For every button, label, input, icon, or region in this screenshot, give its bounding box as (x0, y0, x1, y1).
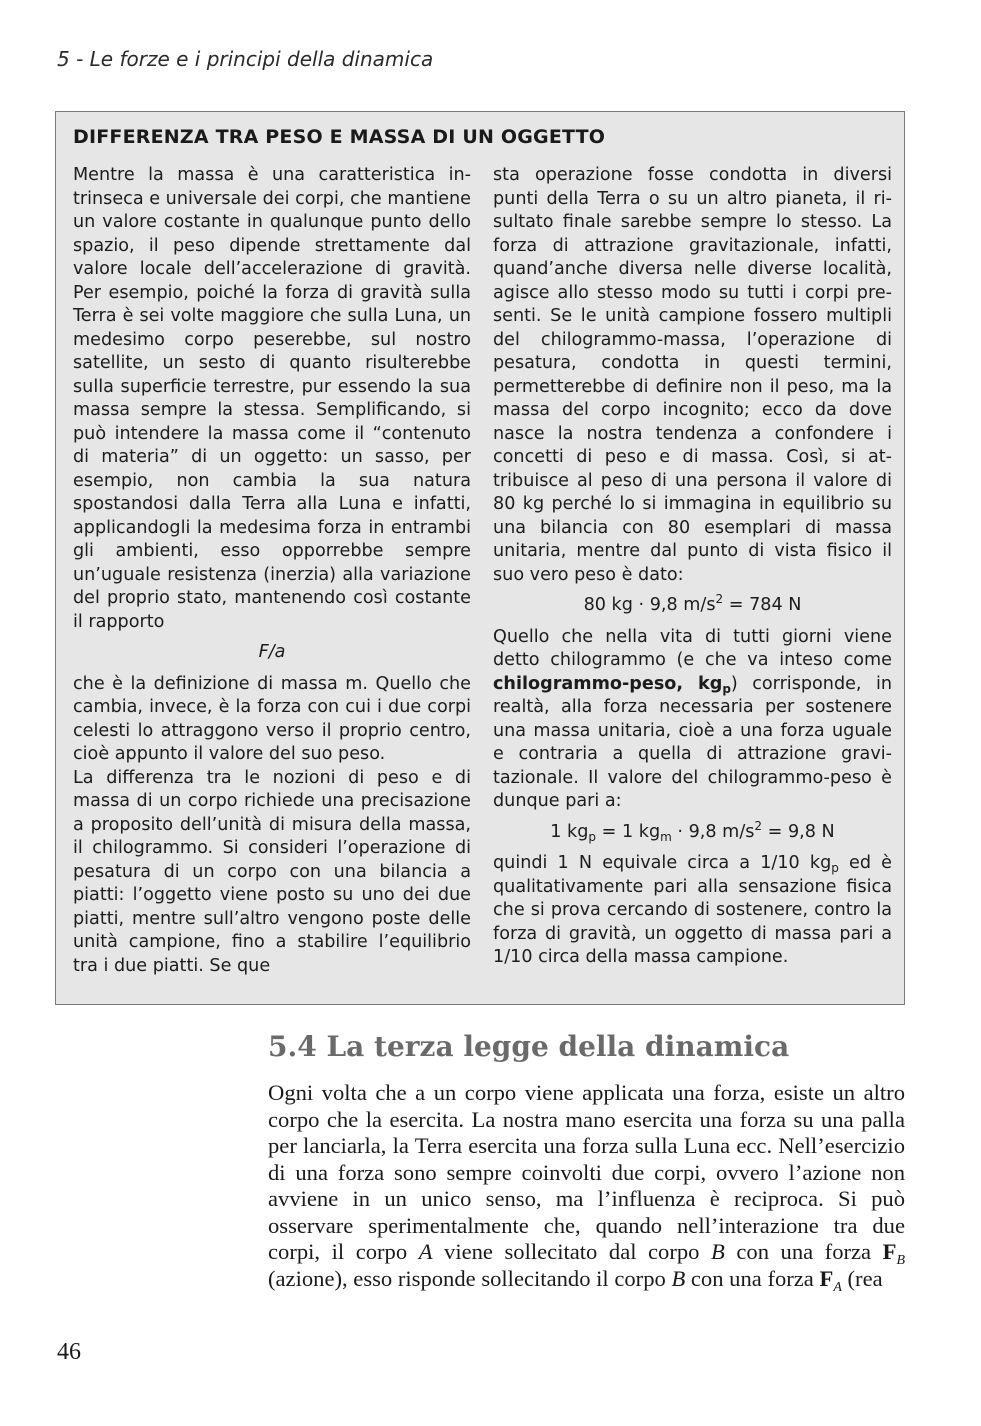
vector-subscript: A (833, 1279, 842, 1295)
box-paragraph: La differenza tra le nozioni di peso e di massa di un corpo richiede una precisazione a proposito dell’unità di misura della massa, il chilogrammo. Si consideri l’operazione di pesatura di un corpo con una bilancia a piatti: l’oggetto viene posto su uno dei due piatti, mentre sull’altro vengono poste delle unità campione, fino a stabilire l’equilibrio tra i due piatti. Se que (73, 767, 471, 976)
running-head: 5 - Le forze e i principi della dinamica (57, 47, 434, 71)
text-span: con una forza (724, 1239, 883, 1264)
section-heading: 5.4 La terza legge della dinamica (268, 1030, 790, 1063)
box-paragraph (493, 852, 892, 970)
body-paragraph (268, 1080, 905, 1295)
subscript: m (660, 829, 672, 844)
bold-text: chilogrammo-peso, kg (493, 673, 723, 694)
italic-var: B (671, 1265, 686, 1291)
vector-symbol: F (882, 1239, 897, 1264)
box-paragraph: che è la definizione di massa m. Quello che cambia, invece, è la forza con cui i due corpi celesti lo attraggono verso il proprio centro, cioè appunto il valore del suo peso. (73, 673, 471, 764)
equation-weight-784 (493, 594, 892, 618)
box-paragraph (493, 626, 892, 814)
equation-force-acceleration: F/a (258, 642, 286, 662)
equation-kgp (493, 818, 892, 845)
italic-var: B (711, 1239, 725, 1264)
eq-text: = 784 N (723, 595, 802, 615)
box-title: DIFFERENZA TRA PESO E MASSA DI UN OGGETTO (73, 126, 606, 148)
bold-term (493, 674, 731, 694)
sidebar-box (55, 111, 905, 1005)
italic-var: A (418, 1239, 433, 1264)
eq-text: = 1 kg (596, 821, 661, 842)
text-span: ) corrisponde, in realtà, alla forza necessaria per sostenere una massa unitaria, cioè a una forza uguale e contraria a quella di attrazione gravitazionale. Il valore del chilogrammo-peso è dunque pari a: (493, 673, 892, 811)
text-span: (rea (841, 1265, 883, 1291)
eq-superscript: 2 (715, 592, 724, 606)
vector-subscript: B (896, 1253, 905, 1268)
eq-text: · 9,8 m/s (671, 821, 755, 842)
text-span: (azione), esso risponde sollecitando il corpo (268, 1265, 672, 1291)
vector-symbol: F (819, 1265, 834, 1291)
eq-superscript: 2 (754, 818, 763, 833)
text-span: viene sollecitato dal corpo (432, 1239, 712, 1264)
text-span: Ogni volta che a un corpo viene applicata una forza, esiste un altro corpo che la esercita. La nostra mano esercita una forza su una palla per lanciarla, la Terra esercita una forza sulla Luna ecc. Nell’esercizio di una forza sono sempre coinvolti due corpi, ovvero l’azione non avviene in un unico senso, ma l’influenza è reciproca. Si può osservare sperimentalmente che, quando nell’interazione tra due corpi, il corpo (268, 1080, 905, 1264)
text-span: ed è qualitativamente pari alla sensazione fisica che si prova cercando di sostenere, contro la forza di gravità, un oggetto di massa pari a 1/10 circa della massa campione. (493, 853, 892, 967)
subscript: p (588, 829, 597, 844)
section-body (268, 1080, 905, 1295)
subscript: p (722, 681, 731, 696)
text-span: quindi 1 N equivale circa a 1/10 kg (493, 853, 832, 873)
subscript: p (831, 861, 839, 875)
box-paragraph: sta operazione fosse condotta in diversi punti della Terra o su un altro pianeta, il risultato finale sarebbe sempre lo stesso. La forza di attrazione gravitazionale, infatti, quand’anche diversa nelle diverse località, agisce allo stesso modo su tutti i corpi presenti. Se le unità campione fossero multipli del chilogrammo-massa, l’operazione di pesatura, condotta in questi termini, permetterebbe di definire non il peso, ma la massa del corpo incognito; ecco da dove nasce la nostra tendenza a confondere i concetti di peso e di massa. Così, si attribuisce al peso di una persona il valore di 80 kg perché lo si immagina in equilibrio su una bilancia con 80 esemplari di massa unitaria, mentre dal punto di vista fisico il suo vero peso è dato: (493, 165, 892, 585)
eq-text: 1 kg (550, 821, 589, 842)
eq-text: 80 kg · 9,8 m/s (583, 595, 716, 615)
text-span: Quello che nella vita di tutti giorni viene detto chilogrammo (e che va inteso come (493, 626, 892, 670)
eq-text: = 9,8 N (762, 821, 835, 842)
box-left-column (73, 164, 471, 978)
box-right-column (493, 164, 892, 970)
page-number: 46 (57, 1339, 81, 1365)
box-paragraph: Mentre la massa è una caratteristica intrinseca e universale dei corpi, che mantiene un valore costante in qualunque punto dello spazio, il peso dipende strettamente dal valore locale dell’accelerazione di gravità. Per esempio, poiché la forza di gravità sulla Terra è sei volte maggiore che sulla Luna, un medesimo corpo peserebbe, sul nostro satellite, un sesto di quanto risulterebbe sulla superficie terrestre, pur essendo la sua massa sempre la stessa. Semplificando, si può intendere la massa come il “contenuto di materia” di un oggetto: un sasso, per esempio, non cambia la sua natura spostandosi dalla Terra alla Luna e infatti, applicandogli la medesima forza in entrambi gli ambienti, esso opporrebbe sempre un’uguale resistenza (inerzia) alla variazione del proprio stato, mantenendo così costante il rapporto (73, 165, 471, 632)
text-span: con una forza (685, 1265, 820, 1291)
